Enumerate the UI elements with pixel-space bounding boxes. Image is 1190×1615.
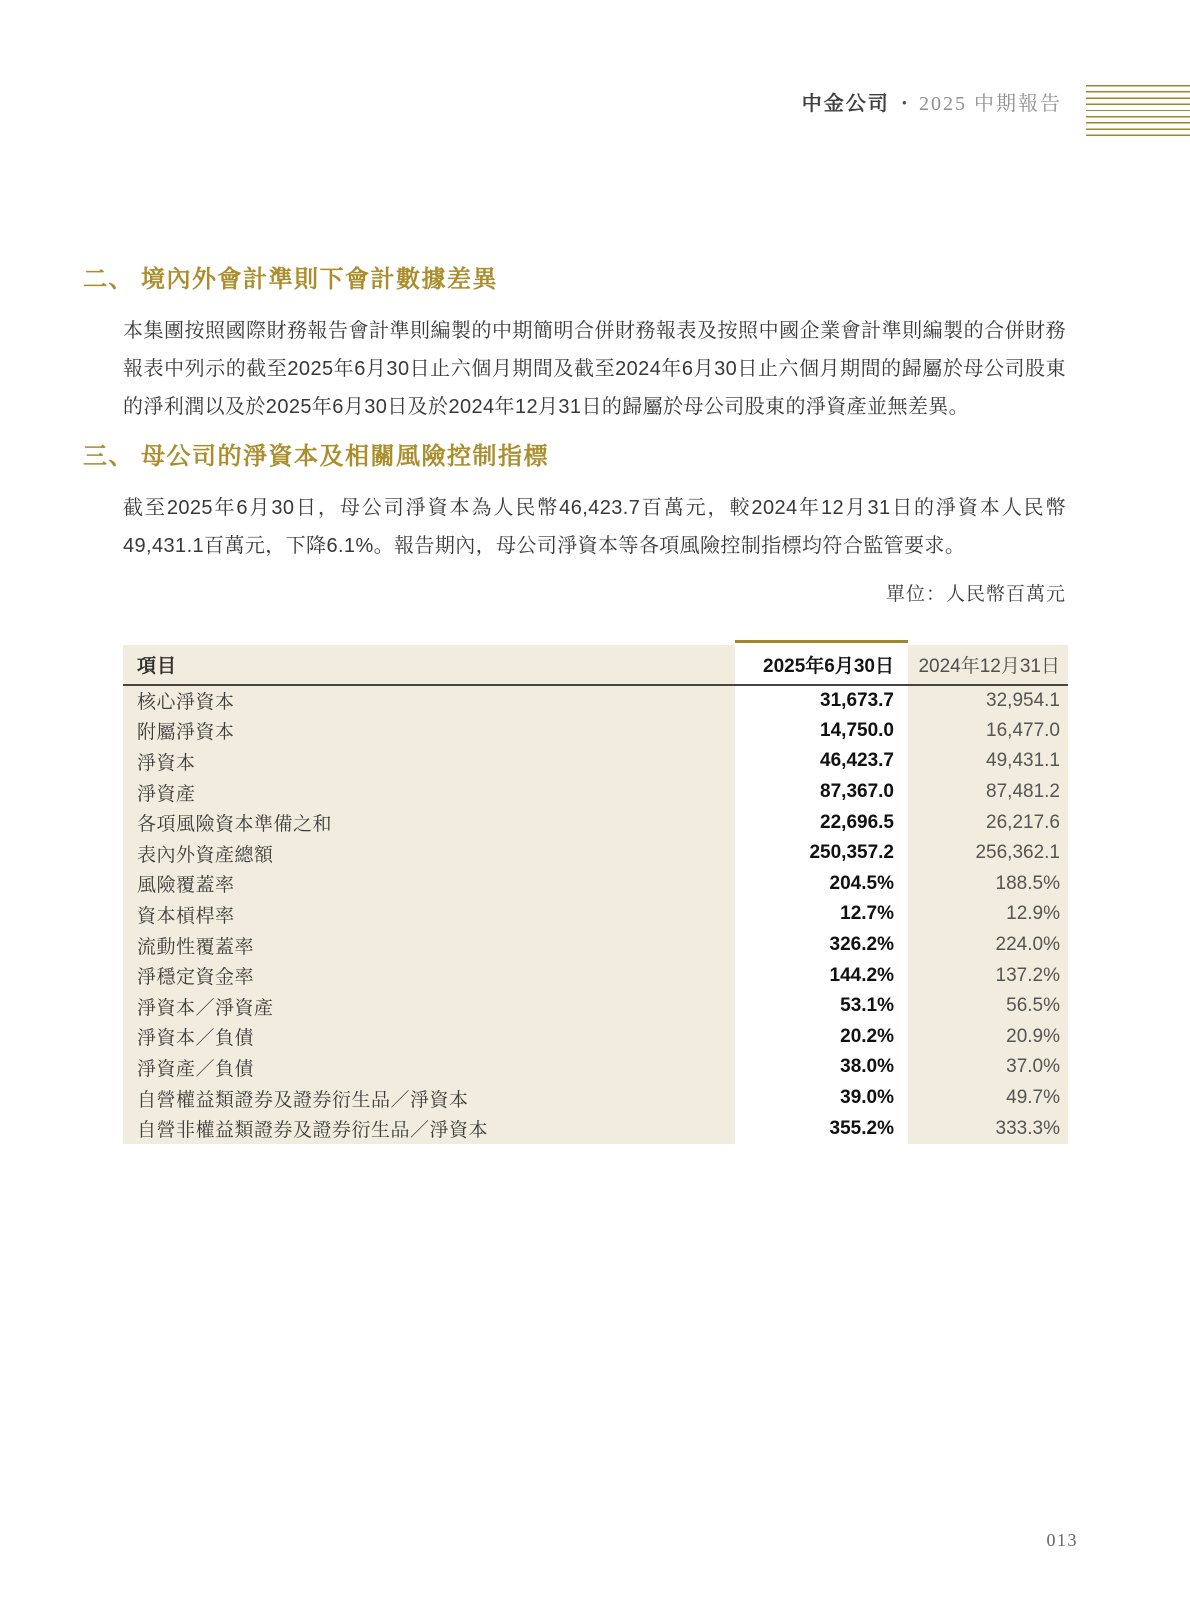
content (83, 265, 1067, 1144)
table-row (123, 777, 1068, 808)
bullet-separator-icon: • (901, 96, 907, 112)
table-row (123, 1113, 1068, 1144)
table-row (123, 807, 1068, 838)
row-item-label: 表內外資產總額 (123, 838, 735, 869)
row-value-current-period: 144.2% (735, 960, 908, 991)
table-row (123, 838, 1068, 869)
table-row (123, 869, 1068, 900)
table-row (123, 746, 1068, 777)
row-item-label: 淨資本 (123, 746, 735, 777)
row-value-previous-period: 224.0% (908, 930, 1068, 961)
capital-indicators-table (123, 645, 1068, 1144)
row-item-label: 淨資本／負債 (123, 1022, 735, 1053)
row-value-current-period: 204.5% (735, 869, 908, 900)
table-row (123, 1052, 1068, 1083)
row-value-previous-period: 20.9% (908, 1022, 1068, 1053)
row-value-current-period: 12.7% (735, 899, 908, 930)
row-value-previous-period: 49.7% (908, 1083, 1068, 1114)
row-item-label: 淨資產 (123, 777, 735, 808)
column-header-item: 項目 (123, 645, 735, 685)
table-header-row (123, 645, 1068, 685)
row-value-previous-period: 32,954.1 (908, 685, 1068, 716)
column-header-2024-12-31: 2024年12月31日 (908, 645, 1068, 685)
section-net-capital-indicators (83, 442, 1067, 565)
table-row (123, 991, 1068, 1022)
row-value-previous-period: 256,362.1 (908, 838, 1068, 869)
page-header (0, 85, 1190, 140)
report-title: 2025 中期報告 (919, 93, 1062, 115)
column-header-2025-06-30: 2025年6月30日 (735, 645, 908, 685)
table-row (123, 1022, 1068, 1053)
row-item-label: 淨資產／負債 (123, 1052, 735, 1083)
table-row (123, 960, 1068, 991)
table-row (123, 716, 1068, 747)
page-number: 013 (1046, 1530, 1078, 1550)
section-heading (83, 265, 1067, 295)
row-item-label: 流動性覆蓋率 (123, 930, 735, 961)
row-value-current-period: 355.2% (735, 1113, 908, 1144)
row-value-previous-period: 137.2% (908, 960, 1068, 991)
row-value-current-period: 38.0% (735, 1052, 908, 1083)
section-number: 三、 (83, 443, 134, 470)
row-value-previous-period: 26,217.6 (908, 807, 1068, 838)
table-body (123, 685, 1068, 1144)
section-number: 二、 (83, 266, 134, 293)
section-paragraph: 截至2025年6月30日，母公司淨資本為人民幣46,423.7百萬元，較2024年12月31日的淨資本人民幣49,431.1百萬元，下降6.1%。報告期內，母公司淨資本等各項風險控制指標均符合監管要求。 (123, 497, 1066, 557)
row-item-label: 淨穩定資金率 (123, 960, 735, 991)
row-item-label: 核心淨資本 (123, 685, 735, 716)
row-value-previous-period: 49,431.1 (908, 746, 1068, 777)
row-value-previous-period: 87,481.2 (908, 777, 1068, 808)
row-value-current-period: 22,696.5 (735, 807, 908, 838)
row-value-current-period: 250,357.2 (735, 838, 908, 869)
row-value-current-period: 31,673.7 (735, 685, 908, 716)
row-value-previous-period: 12.9% (908, 899, 1068, 930)
table-row (123, 899, 1068, 930)
row-value-current-period: 14,750.0 (735, 716, 908, 747)
row-value-current-period: 39.0% (735, 1083, 908, 1114)
section-heading (83, 442, 1067, 472)
row-value-current-period: 326.2% (735, 930, 908, 961)
row-item-label: 資本槓桿率 (123, 899, 735, 930)
row-value-current-period: 87,367.0 (735, 777, 908, 808)
row-item-label: 淨資本／淨資產 (123, 991, 735, 1022)
unit-note: 單位：人民幣百萬元 (885, 584, 1066, 605)
row-value-current-period: 46,423.7 (735, 746, 908, 777)
table-row (123, 1083, 1068, 1114)
section-title-text: 境內外會計準則下會計數據差異 (141, 266, 498, 293)
running-head (802, 87, 1062, 116)
row-value-previous-period: 16,477.0 (908, 716, 1068, 747)
row-value-current-period: 20.2% (735, 1022, 908, 1053)
row-value-previous-period: 188.5% (908, 869, 1068, 900)
section-paragraph: 本集團按照國際財務報告會計準則編製的中期簡明合併財務報表及按照中國企業會計準則編製的合併財務報表中列示的截至2025年6月30日止六個月期間及截至2024年6月30日止六個月期間的歸屬於母公司股東的淨利潤以及於2025年6月30日及於2024年12月31日的歸屬於母公司股東的淨資產並無差異。 (123, 320, 1066, 418)
row-value-previous-period: 56.5% (908, 991, 1068, 1022)
section-title-text: 母公司的淨資本及相關風險控制指標 (141, 443, 549, 470)
row-value-previous-period: 37.0% (908, 1052, 1068, 1083)
row-item-label: 風險覆蓋率 (123, 869, 735, 900)
row-item-label: 附屬淨資本 (123, 716, 735, 747)
table-row (123, 685, 1068, 716)
section-accounting-data-differences (83, 265, 1067, 426)
row-value-previous-period: 333.3% (908, 1113, 1068, 1144)
table-row (123, 930, 1068, 961)
horizontal-lines-decoration-icon (1086, 85, 1190, 136)
row-item-label: 自營非權益類證券及證券衍生品／淨資本 (123, 1113, 735, 1144)
company-name: 中金公司 (801, 93, 890, 115)
row-item-label: 自營權益類證券及證券衍生品／淨資本 (123, 1083, 735, 1114)
row-item-label: 各項風險資本準備之和 (123, 807, 735, 838)
row-value-current-period: 53.1% (735, 991, 908, 1022)
